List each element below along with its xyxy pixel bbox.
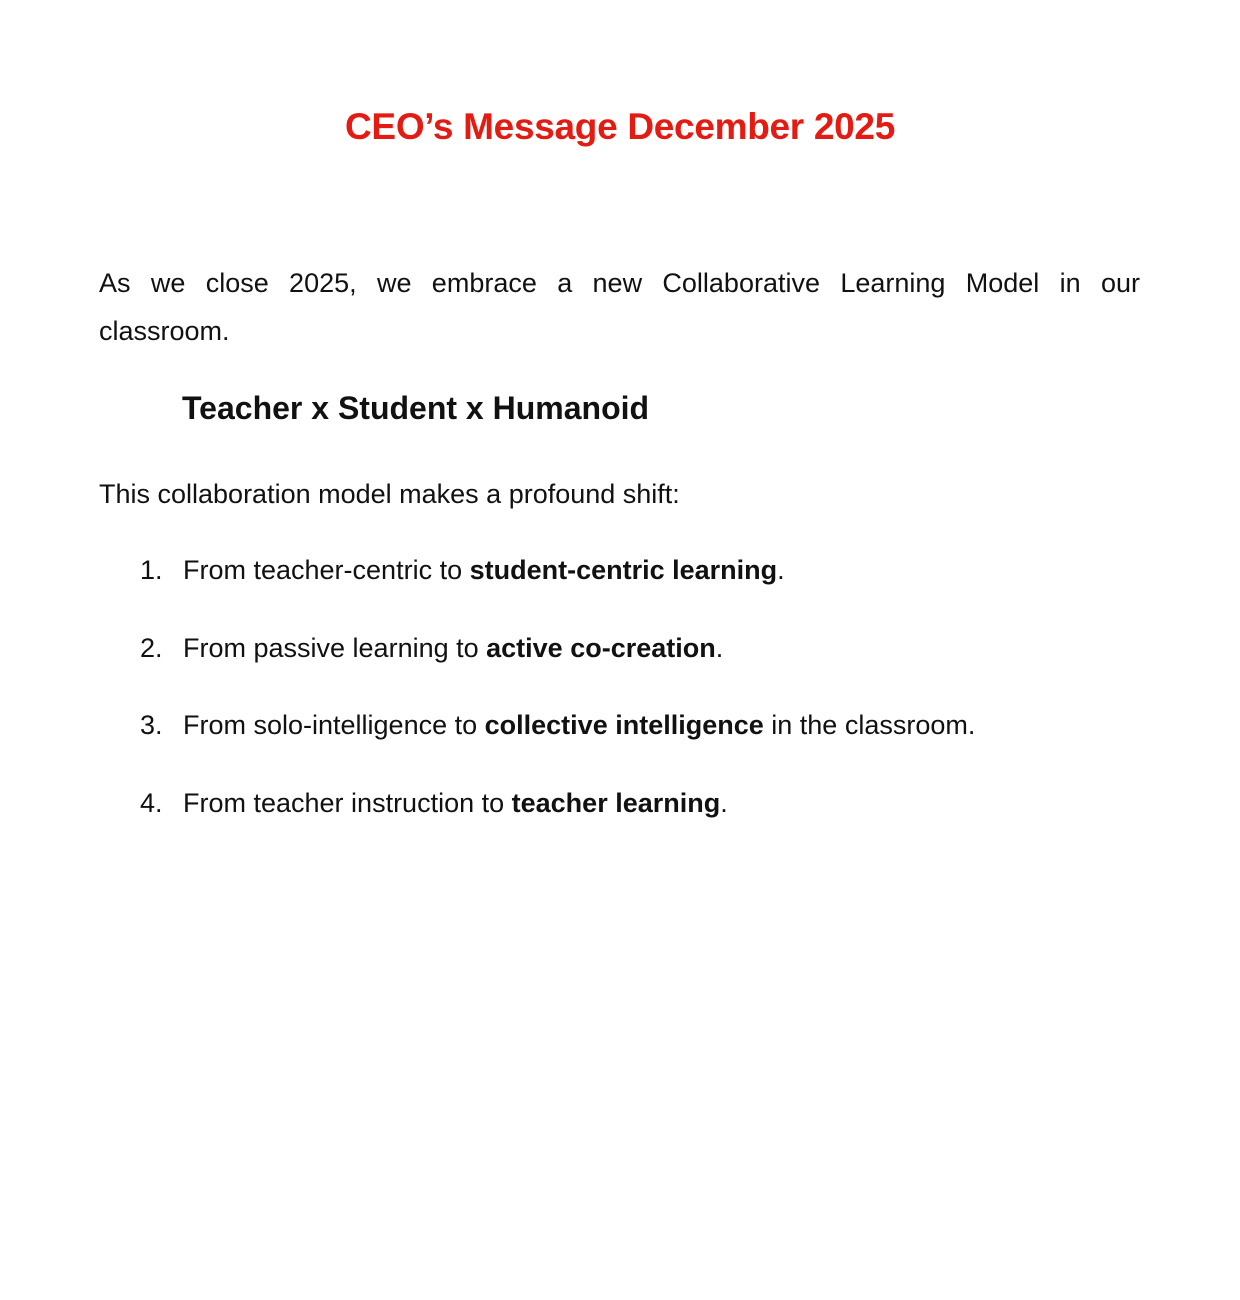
list-emphasis: collective intelligence <box>484 710 764 740</box>
list-number: 4. <box>140 787 163 818</box>
list-number: 2. <box>140 632 163 663</box>
list-text-end: . <box>715 632 724 663</box>
list-text: From passive learning to <box>183 632 487 663</box>
list-text: From teacher-centric to <box>183 555 470 585</box>
document-title: CEO’s Message December 2025 <box>345 106 895 147</box>
intro-paragraph: As we close 2025, we embrace a new Collaborative Learning Model in our classroom. <box>99 268 1140 346</box>
list-item <box>140 546 975 624</box>
list-text: From solo-intelligence to <box>183 710 485 740</box>
list-item <box>140 624 975 702</box>
list-item <box>140 701 975 779</box>
list-emphasis: active co-creation <box>486 632 716 663</box>
list-item <box>140 779 975 857</box>
lead-paragraph: This collaboration model makes a profound shift: <box>99 479 680 509</box>
subheading: Teacher x Student x Humanoid <box>182 390 650 426</box>
list-text-end: . <box>720 787 728 818</box>
list-number: 3. <box>140 710 163 740</box>
list-number: 1. <box>140 555 163 585</box>
shift-list <box>140 546 975 856</box>
list-text-end: in the classroom. <box>763 710 976 740</box>
list-text: From teacher instruction to <box>183 787 512 818</box>
list-emphasis: teacher learning <box>511 787 721 818</box>
list-emphasis: student-centric learning <box>469 555 778 585</box>
list-text-end: . <box>777 555 785 585</box>
